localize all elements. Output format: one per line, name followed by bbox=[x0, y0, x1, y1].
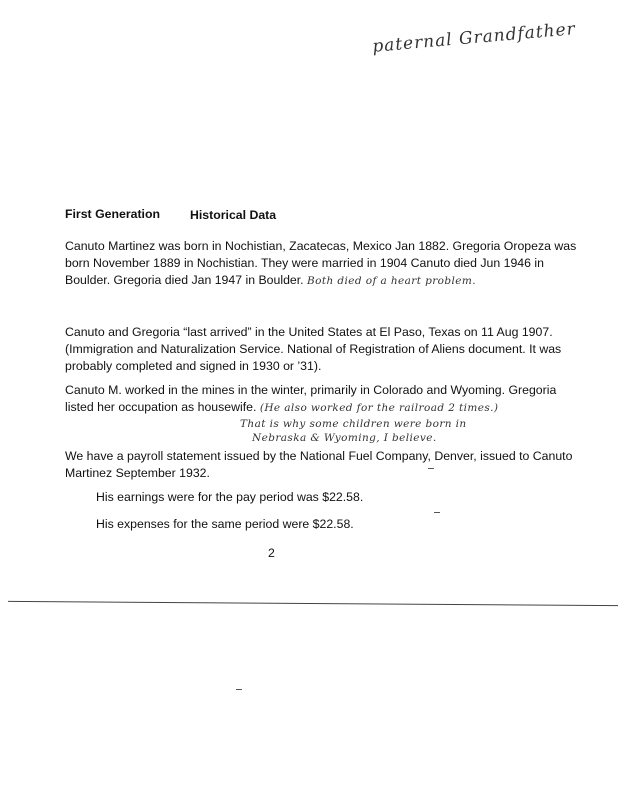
handwritten-note: (He also worked for the railroad 2 times.) bbox=[259, 402, 499, 414]
paragraph-line: Canuto M. worked in the mines in the winter, primarily in Colorado and Wyoming. Gregoria bbox=[65, 383, 557, 397]
handwritten-note: That is why some children were born in bbox=[240, 418, 467, 430]
paragraph-line: Canuto and Gregoria “last arrived” in the United States at El Paso, Texas on 11 Aug 1907. bbox=[65, 325, 553, 339]
handwritten-note: Both died of a heart problem. bbox=[307, 275, 476, 287]
horizontal-rule bbox=[8, 601, 618, 606]
scan-speck bbox=[236, 689, 242, 690]
heading-first-generation: First Generation bbox=[65, 207, 160, 221]
expenses-line: His expenses for the same period were $22.58. bbox=[96, 517, 354, 531]
page-number: 2 bbox=[268, 546, 275, 560]
handwritten-note: Nebraska & Wyoming, I believe. bbox=[252, 432, 437, 444]
paragraph-line: probably completed and signed in 1930 or ’31). bbox=[65, 359, 322, 373]
paragraph-line: We have a payroll statement issued by the National Fuel Company, Denver, issued to Canuto bbox=[65, 449, 573, 463]
paragraph-line: born November 1889 in Nochistian. They were married in 1904 Canuto died Jun 1946 in bbox=[65, 256, 544, 270]
paragraph-line: Canuto Martinez was born in Nochistian, Zacatecas, Mexico Jan 1882. Gregoria Oropeza was bbox=[65, 239, 577, 253]
paragraph-text: listed her occupation as housewife. bbox=[65, 400, 257, 414]
paragraph-text: Boulder. Gregoria died Jan 1947 in Boulder. bbox=[65, 273, 304, 287]
document-body bbox=[65, 238, 615, 562]
paragraph-line-with-note bbox=[65, 272, 615, 290]
scan-speck bbox=[428, 468, 434, 469]
handwritten-annotation-title: paternal Grandfather bbox=[371, 19, 577, 57]
paragraph-line-with-note bbox=[65, 399, 615, 417]
heading-historical-data: Historical Data bbox=[190, 208, 277, 222]
paragraph-line: Martinez September 1932. bbox=[65, 466, 210, 480]
earnings-line: His earnings were for the pay period was $22.58. bbox=[96, 490, 364, 504]
paragraph-line: (Immigration and Naturalization Service. National of Registration of Aliens document. It was bbox=[65, 342, 562, 356]
scan-speck bbox=[434, 512, 440, 513]
